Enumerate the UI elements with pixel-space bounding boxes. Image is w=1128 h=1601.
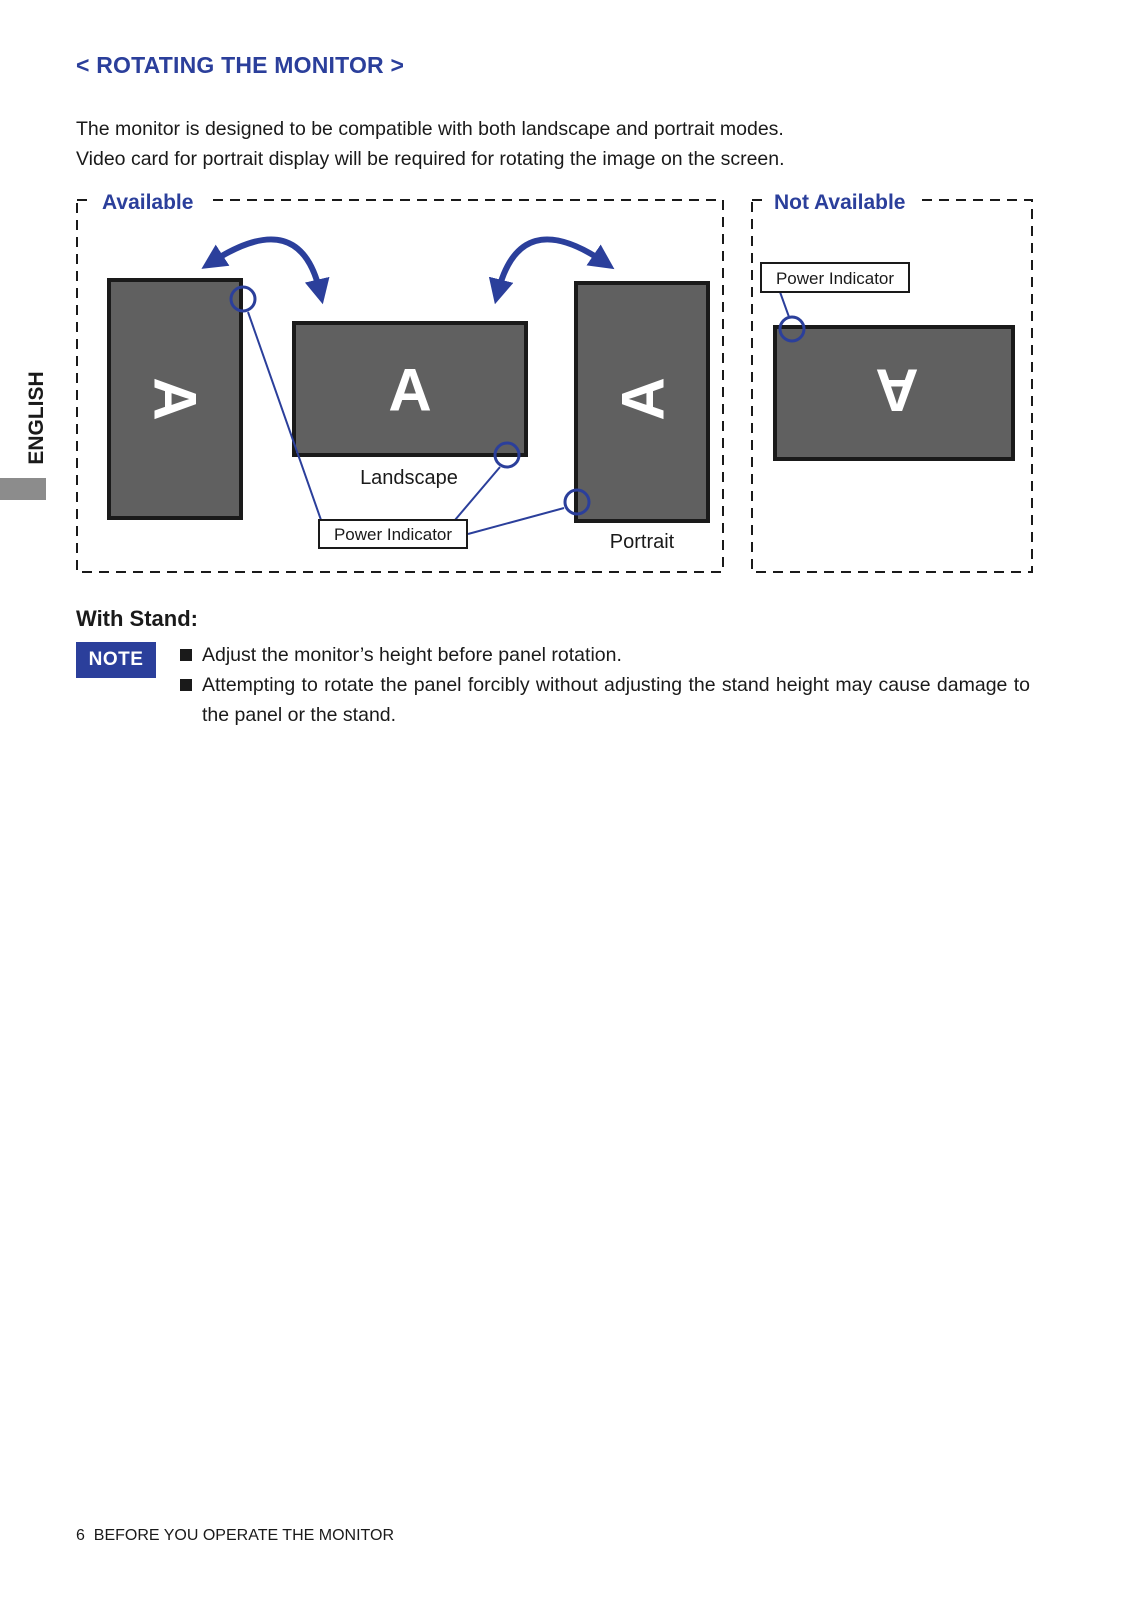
portrait-left-letter: A bbox=[141, 377, 209, 421]
note-text: Adjust the monitor’s height before panel rotation. bbox=[202, 644, 622, 666]
note-badge: NOTE bbox=[76, 642, 156, 678]
page-number: 6 bbox=[76, 1527, 85, 1544]
power-indicator-leader-na bbox=[780, 292, 789, 317]
footer-section: BEFORE YOU OPERATE THE MONITOR bbox=[93, 1527, 394, 1544]
language-tab-label: ENGLISH bbox=[25, 371, 48, 465]
landscape-letter: A bbox=[388, 356, 432, 424]
page-footer bbox=[76, 1527, 394, 1545]
note-item bbox=[180, 640, 1030, 670]
with-stand-title: With Stand: bbox=[76, 606, 198, 631]
available-label: Available bbox=[102, 191, 194, 214]
not-available-label: Not Available bbox=[774, 191, 906, 214]
power-indicator-callout-label: Power Indicator bbox=[333, 525, 453, 544]
note-item bbox=[180, 670, 1030, 730]
landscape-label: Landscape bbox=[360, 467, 458, 489]
note-list bbox=[180, 640, 1030, 730]
power-indicator-leader-center bbox=[455, 467, 500, 520]
intro-line-2: Video card for portrait display will be required for rotating the image on the screen. bbox=[76, 148, 785, 170]
power-indicator-callout-na-label: Power Indicator bbox=[775, 269, 895, 288]
portrait-right-letter: A bbox=[609, 377, 677, 421]
upside-down-letter: A bbox=[875, 356, 919, 424]
page-heading: < ROTATING THE MONITOR > bbox=[76, 52, 405, 78]
note-text: Attempting to rotate the panel forcibly without adjusting the stand height may cause damage to the panel or the stand. bbox=[202, 674, 1030, 726]
portrait-label: Portrait bbox=[609, 531, 675, 553]
square-bullet-icon bbox=[180, 649, 192, 661]
rotation-diagram bbox=[0, 0, 1128, 600]
power-indicator-leader-right bbox=[468, 508, 564, 534]
intro-line-1: The monitor is designed to be compatible with both landscape and portrait modes. bbox=[76, 118, 784, 140]
square-bullet-icon bbox=[180, 679, 192, 691]
